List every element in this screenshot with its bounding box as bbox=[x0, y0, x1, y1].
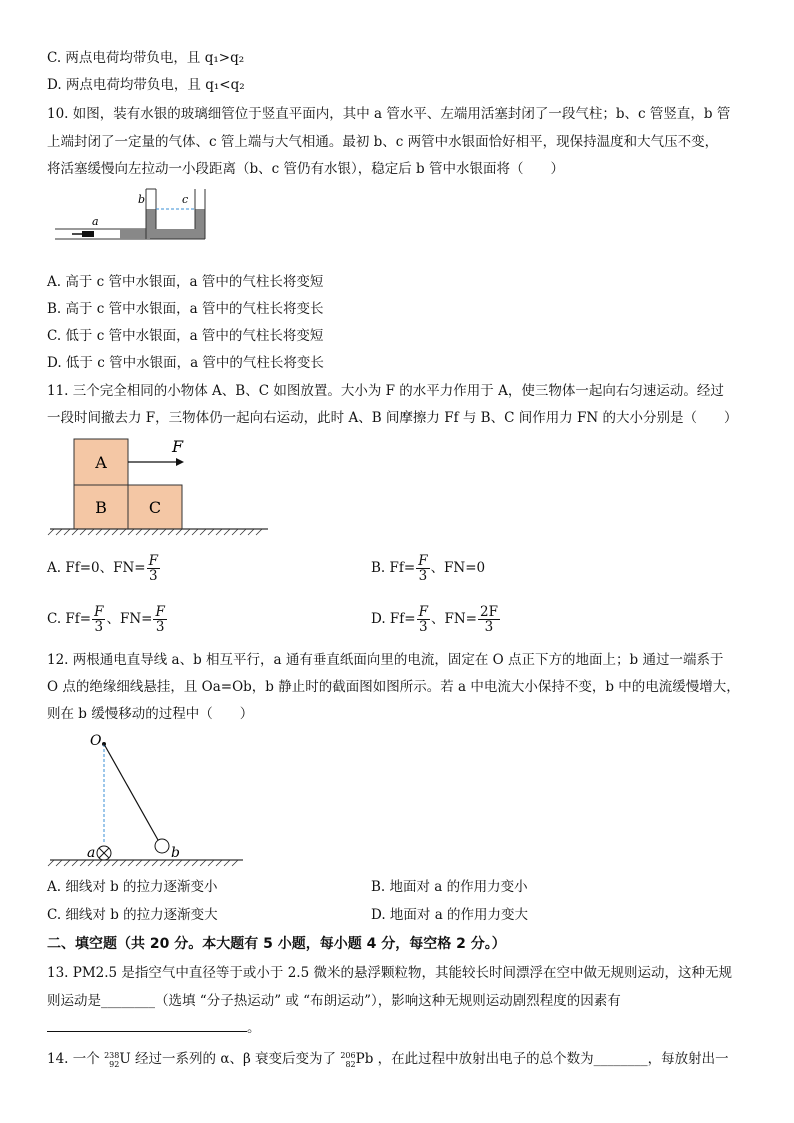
fraction-denominator: 3 bbox=[484, 619, 494, 635]
q14-text-pre: 14. 一个 bbox=[47, 1051, 100, 1067]
q12-label-o: O bbox=[90, 733, 102, 749]
q11-option-a-fraction bbox=[147, 554, 160, 583]
q11-stem-line2: 一段时间撤去力 F，三物体仍一起向右运动，此时 A、B 间摩擦力 Ff 与 B、C 间作用力 FN 的大小分别是（ ） bbox=[47, 410, 738, 426]
q10-stem-line2: 上端封闭了一定量的气体、c 管上端与大气相通。最初 b、c 两管中水银面恰好相平，现保持温度和大气压不变， bbox=[47, 134, 719, 150]
q11-option-a-text: A. Ff=0、FN= bbox=[47, 560, 146, 576]
q11-option-d-fraction-2 bbox=[478, 605, 500, 634]
q13-stem-line3 bbox=[47, 1019, 261, 1037]
q12-option-d: D. 地面对 a 的作用力变大 bbox=[371, 907, 529, 923]
q12-stem-line1: 12. 两根通电直导线 a、b 相互平行，a 通有垂直纸面向里的电流，固定在 O 点正下方的地面上；b 通过一端系于 bbox=[47, 652, 724, 668]
q11-label-b: B bbox=[95, 498, 107, 517]
q12-stem-line2: O 点的绝缘细线悬挂，且 Oa=Ob，b 静止时的截面图如图所示。若 a 中电流大小保持不变，b 中的电流缓慢增大， bbox=[47, 679, 740, 695]
fraction-numerator: F bbox=[418, 604, 428, 620]
q11-option-c-mid: 、FN= bbox=[106, 611, 153, 627]
fraction-denominator: 3 bbox=[94, 619, 104, 635]
q11-option-b-tail: 、FN=0 bbox=[430, 560, 486, 576]
fraction-numerator: F bbox=[418, 553, 428, 569]
q12-option-b: B. 地面对 a 的作用力变小 bbox=[371, 879, 528, 895]
q11-stem-line1: 11. 三个完全相同的小物体 A、B、C 如图放置。大小为 F 的水平力作用于 A，使三物体一起向右匀速运动。经过 bbox=[47, 383, 724, 399]
q12-stem-line3: 则在 b 缓慢移动的过程中（ ） bbox=[47, 706, 254, 722]
q11-option-c bbox=[47, 599, 168, 639]
q14-text-mid: 经过一系列的 α、β 衰变后变为了 bbox=[135, 1051, 337, 1067]
q11-option-c-text: C. Ff= bbox=[47, 611, 92, 627]
q11-option-a bbox=[47, 548, 161, 588]
q14-lead-nuclide bbox=[340, 1048, 373, 1070]
q11-option-b-fraction bbox=[416, 554, 429, 583]
fraction-numerator: F bbox=[155, 604, 165, 620]
q10-tube-figure bbox=[50, 185, 220, 265]
q14-uranium-atomic: 92 bbox=[109, 1059, 120, 1069]
q13-stem-line1: 13. PM2.5 是指空气中直径等于或小于 2.5 微米的悬浮颗粒物，其能较长时间漂浮在空中做无规则运动，这种无规 bbox=[47, 965, 732, 981]
q11-force-label: F bbox=[172, 437, 184, 456]
q12-label-a: a bbox=[87, 845, 96, 861]
fraction-numerator: 2F bbox=[479, 604, 498, 620]
q14-lead-symbol: Pb bbox=[355, 1051, 374, 1067]
q11-option-d-mid: 、FN= bbox=[430, 611, 477, 627]
q11-option-c-fraction-2 bbox=[153, 605, 166, 634]
q13-stem-line2: 则运动是________（选填 “分子热运动” 或 “布朗运动”），影响这种无规则运动剧烈程度的因素有 bbox=[47, 993, 621, 1009]
fraction-denominator: 3 bbox=[419, 619, 428, 635]
q12-pendulum-figure bbox=[48, 730, 248, 870]
q10-stem-line1: 10. 如图，装有水银的玻璃细管位于竖直平面内，其中 a 管水平、左端用活塞封闭了一段气柱；b、c 管竖直，b 管 bbox=[47, 106, 731, 122]
fraction-numerator: F bbox=[148, 553, 158, 569]
fraction-denominator: 3 bbox=[418, 568, 428, 584]
q11-blocks-figure bbox=[48, 436, 273, 536]
q10-label-a: a bbox=[92, 215, 99, 228]
q10-option-b: B. 高于 c 管中水银面，a 管中的气柱长将变长 bbox=[47, 301, 324, 317]
q12-label-b: b bbox=[171, 845, 180, 861]
q11-option-c-fraction-1 bbox=[92, 605, 105, 634]
q11-option-d-text: D. Ff= bbox=[371, 611, 416, 627]
q9-option-d: D. 两点电荷均带负电，且 q₁<q₂ bbox=[47, 77, 245, 93]
q11-label-c: C bbox=[148, 498, 162, 517]
q14-uranium-nuclide bbox=[104, 1048, 131, 1070]
q10-option-c: C. 低于 c 管中水银面，a 管中的气柱长将变短 bbox=[47, 328, 324, 344]
fraction-denominator: 3 bbox=[148, 568, 158, 584]
q11-option-d bbox=[371, 599, 501, 639]
q11-option-b-text: B. Ff= bbox=[371, 560, 416, 576]
q11-label-a: A bbox=[95, 453, 107, 472]
q12-option-c: C. 细线对 b 的拉力逐渐变大 bbox=[47, 907, 218, 923]
q13-line3-period: 。 bbox=[247, 1020, 261, 1036]
q10-stem-line3: 将活塞缓慢向左拉动一小段距离（b、c 管仍有水银），稳定后 b 管中水银面将（ ） bbox=[47, 161, 564, 177]
q10-option-d: D. 低于 c 管中水银面，a 管中的气柱长将变长 bbox=[47, 355, 324, 371]
q12-thread bbox=[104, 744, 158, 840]
q11-ground-hatch bbox=[48, 529, 262, 535]
q14-lead-atomic: 82 bbox=[345, 1059, 356, 1069]
q11-option-d-fraction-1 bbox=[417, 605, 430, 634]
fraction-denominator: 3 bbox=[155, 619, 165, 635]
q9-option-c: C. 两点电荷均带负电，且 q₁>q₂ bbox=[47, 50, 245, 66]
q14-uranium-mass: 238 bbox=[104, 1050, 120, 1060]
q14-stem-line1 bbox=[47, 1048, 729, 1070]
q10-label-c: c bbox=[182, 193, 189, 206]
q13-answer-blank[interactable] bbox=[47, 1031, 247, 1032]
section-heading-fill-in: 二、填空题（共 20 分。本大题有 5 小题，每小题 4 分，每空格 2 分。） bbox=[47, 936, 506, 952]
q10-label-b: b bbox=[138, 193, 146, 206]
q12-wire-b bbox=[155, 839, 169, 853]
q11-option-b bbox=[371, 548, 485, 588]
fraction-numerator: F bbox=[94, 604, 104, 620]
q12-option-a: A. 细线对 b 的拉力逐渐变小 bbox=[47, 879, 218, 895]
q10-option-a: A. 高于 c 管中水银面，a 管中的气柱长将变短 bbox=[47, 274, 324, 290]
q14-uranium-symbol: U bbox=[119, 1051, 131, 1067]
q14-lead-mass: 206 bbox=[340, 1050, 356, 1060]
q12-ground-hatch bbox=[48, 860, 238, 866]
q10-piston bbox=[82, 231, 94, 237]
q14-text-post: ，在此过程中放射出电子的总个数为________，每放射出一 bbox=[377, 1051, 729, 1067]
